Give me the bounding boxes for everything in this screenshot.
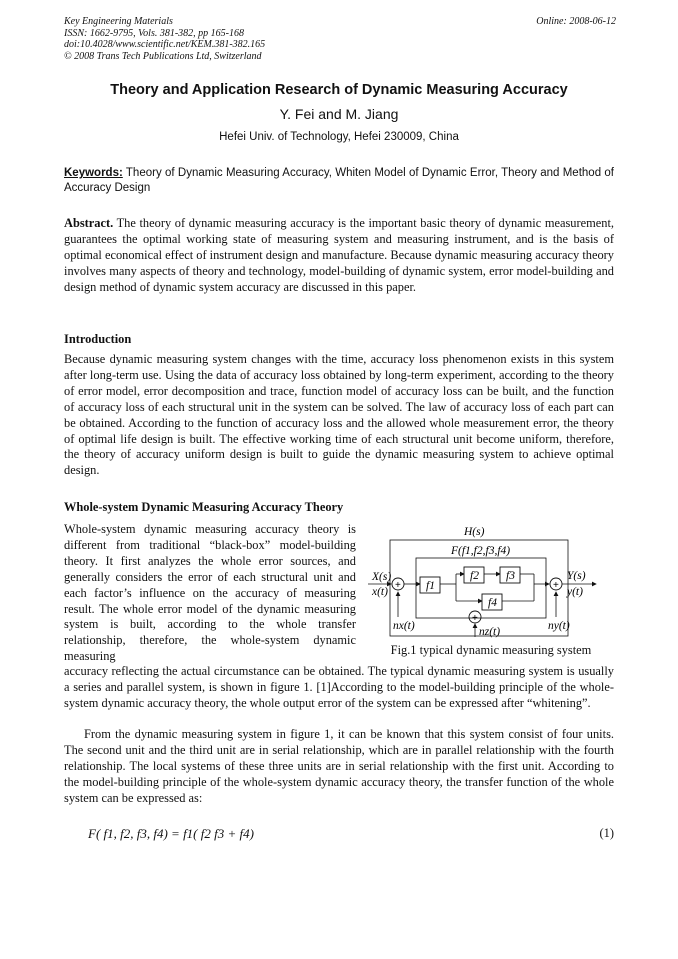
fs-label: F(f1,f2,f3,f4) (451, 545, 511, 557)
nz-sum-plus: + (472, 613, 478, 624)
figure-caption: Fig.1 typical dynamic measuring system (390, 643, 592, 657)
f2-label: f2 (470, 570, 479, 582)
keywords-label: Keywords: (64, 167, 123, 179)
whole-system-continued-text: accuracy reflecting the actual circumstance can be obtained. The typical dynamic measuring system is usually a series and parallel system, is shown in figure 1. [1]According to the model-building principle of the whole-system dynamic accuracy theory, the whole output error of the system can be expressed after “whitening”. (64, 664, 614, 710)
paper-affiliation: Hefei Univ. of Technology, Hefei 230009, China (219, 131, 459, 143)
equation-1-number: (1) (599, 826, 614, 840)
paper-title: Theory and Application Research of Dynamic Measuring Accuracy (110, 82, 568, 98)
issn-line: ISSN: 1662-9795, Vols. 381-382, pp 165-168 (64, 27, 244, 39)
f1-label: f1 (426, 580, 435, 592)
nx-label: nx(t) (393, 620, 415, 632)
xt-label: x(t) (372, 586, 388, 598)
ny-label: ny(t) (548, 620, 570, 632)
abstract (64, 216, 614, 296)
hs-label: H(s) (464, 526, 485, 538)
whole-system-heading: Whole-system Dynamic Measuring Accuracy Theory (64, 500, 344, 514)
nz-label: nz(t) (479, 626, 501, 638)
whole-system-float-text: Whole-system dynamic measuring accuracy theory is different from traditional “black-box” model-building theory. It first analyzes the whole error sources, and generally considers the error of each structural unit and each factor’s influence on the accuracy of measuring result. The whole error model of the dynamic measuring system is built, according to the whole transfer relationship, therefore, the whole-system dynamic measuring (64, 522, 356, 664)
yt-label: y(t) (567, 586, 583, 598)
f4-label: f4 (488, 597, 497, 609)
copyright-line: © 2008 Trans Tech Publications Ltd, Switzerland (64, 50, 262, 62)
doi-line: doi:10.4028/www.scientific.net/KEM.381-382.165 (64, 39, 266, 50)
introduction-heading: Introduction (64, 332, 132, 346)
keywords-text: Theory of Dynamic Measuring Accuracy, Whiten Model of Dynamic Error, Theory and Method of Accuracy Design (64, 167, 614, 194)
ys-label: Y(s) (567, 570, 586, 582)
equation-1: F( f1, f2, f3, f4) = f1( f2 f3 + f4) (88, 826, 254, 841)
abstract-label: Abstract. (64, 216, 114, 230)
f3-label: f3 (506, 570, 515, 582)
xs-label: X(s) (372, 571, 392, 583)
journal-name: Key Engineering Materials (64, 16, 173, 27)
whole-system-para2: From the dynamic measuring system in figure 1, it can be known that this system consist of four units. The second unit and the third unit are in serial relationship, which are in parallel relationship with the fourth relationship. The local systems of these three units are in serial relationship with the first unit. According to the model-building principle of the whole-system dynamic accuracy theory, the transfer function of the whole system can be expressed as: (64, 727, 614, 805)
abstract-text: The theory of dynamic measuring accuracy is the important basic theory of dynamic measurement, guarantees the optimal working state of measuring system and measuring instrument, and is the basis of optimal economical effect of instrument design and manufacture. Because dynamic measuring accuracy theory involves many aspects of theory and technology, model-building of dynamic system, error model-building and design method of dynamic system accuracy are discussed in this paper. (64, 216, 614, 294)
system-block-diagram (362, 522, 614, 662)
input-sum-plus: + (395, 580, 401, 591)
introduction-text: Because dynamic measuring system changes with the time, accuracy loss phenomenon exists in this system after long-term use. Using the data of accuracy loss obtained by long-term experiment, according to the theory of error model, error decomposition and trace, function model of accuracy loss can be built, and the function of accuracy loss of each structural unit in the system can be solved. The law of accuracy loss of each part can be obtained. According to the function of accuracy loss and the allowed whole measurement error, the theory of optimal life design is built. The effective working time of each structural unit become uniform, therefore, the theory of accuracy uniform design is built to guide the dynamic measuring system to achieve optimal design. (64, 352, 614, 478)
output-sum-plus: + (553, 580, 559, 591)
paper-authors: Y. Fei and M. Jiang (279, 106, 399, 122)
journal-header (64, 16, 616, 62)
online-date: Online: 2008-06-12 (536, 16, 616, 27)
keywords (64, 166, 614, 196)
